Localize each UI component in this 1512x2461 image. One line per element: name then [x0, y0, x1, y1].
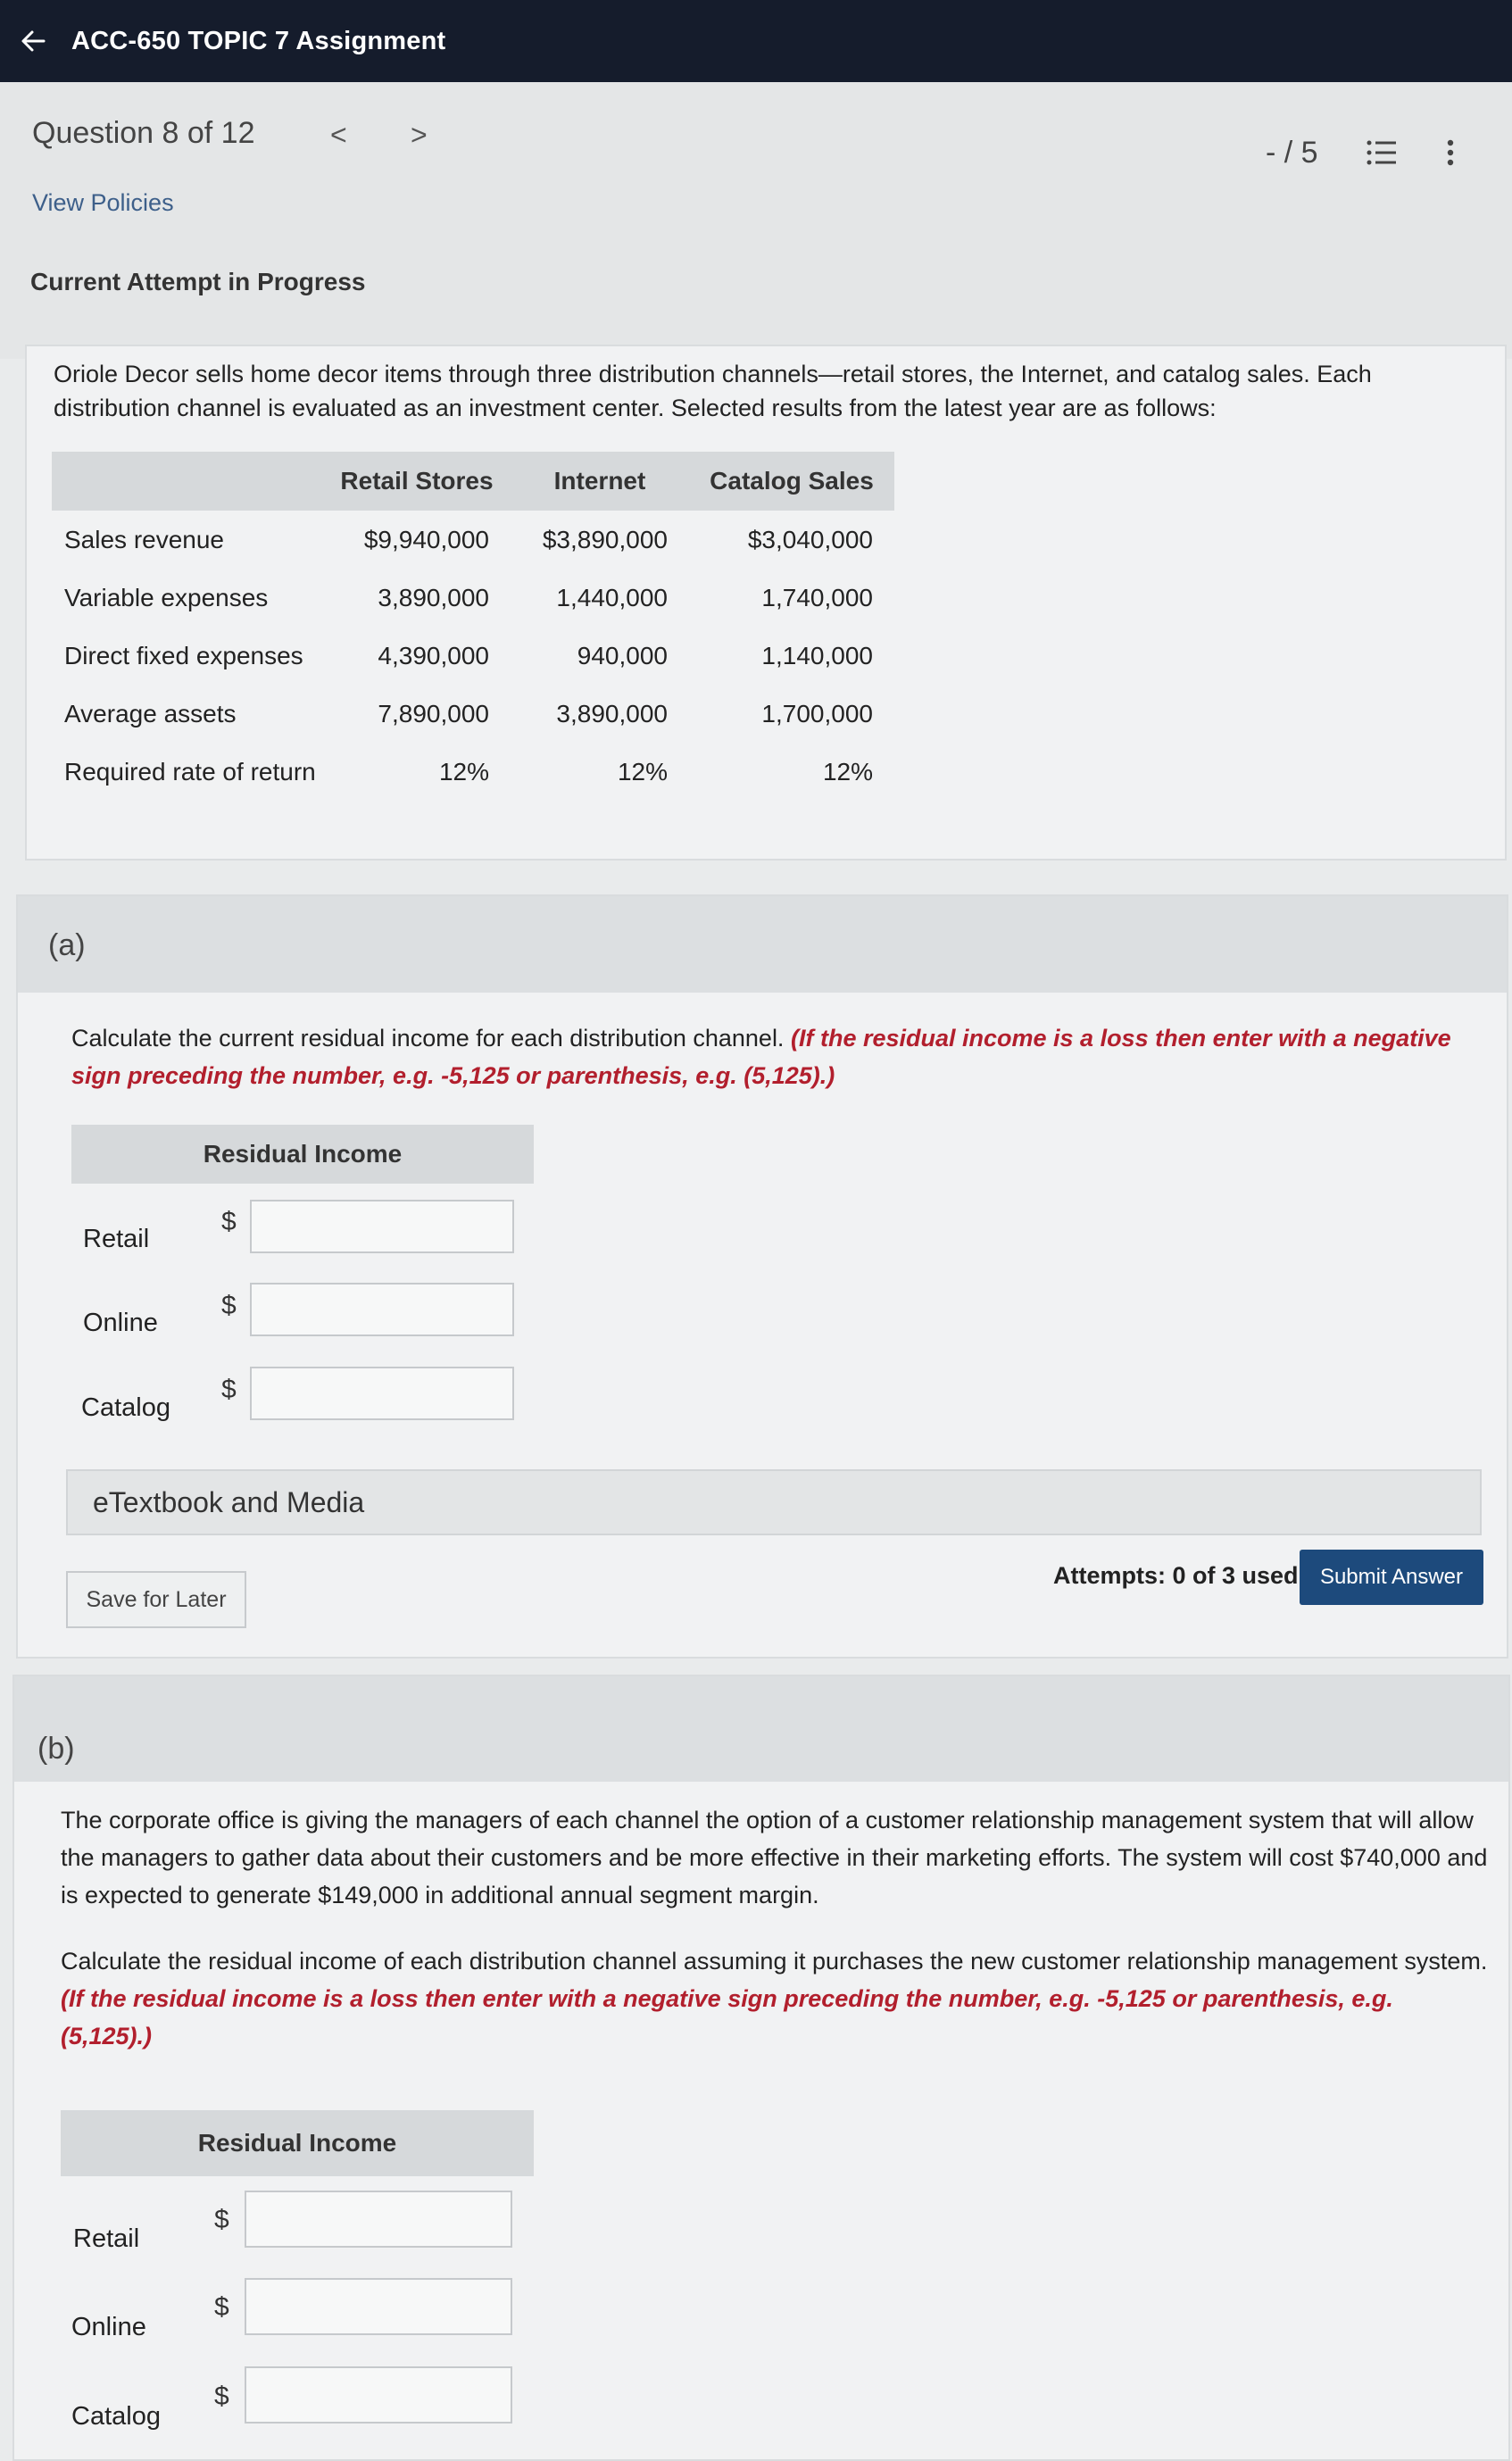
- instruction-text: Calculate the current residual income for each distribution channel.: [71, 1025, 785, 1052]
- currency-symbol: $: [214, 2382, 229, 2411]
- problem-intro: Oriole Decor sells home decor items through three distribution channels—retail stores, the Internet, and catalog sales. Each distribution channel is evaluated as an investment center. Selected results from the latest year are as follows:: [54, 361, 1372, 421]
- more-options-icon[interactable]: [1444, 139, 1457, 170]
- part-b-card: [12, 1675, 1510, 2461]
- table-row: [52, 743, 894, 801]
- table-header-cell: [52, 452, 323, 511]
- table-row: [52, 685, 894, 743]
- table-cell: 1,700,000: [761, 699, 873, 727]
- save-for-later-button[interactable]: Save for Later: [66, 1571, 246, 1628]
- instruction-text: Calculate the residual income of each distribution channel assuming it purchases the new customer relationship management system.: [61, 1948, 1488, 1975]
- table-cell: 3,890,000: [378, 583, 489, 611]
- row-label: Sales revenue: [64, 525, 225, 553]
- retail-label: Retail: [73, 2224, 140, 2253]
- question-counter: Question 8 of 12: [32, 116, 255, 150]
- back-arrow-icon[interactable]: [20, 28, 46, 54]
- online-residual-income-input[interactable]: [245, 2278, 512, 2335]
- negative-hint: (If the residual income is a loss then enter with a negative sign preceding the number, e.g. -5,125 or parenthesis, e.g. (5,125).): [71, 1025, 1451, 1089]
- table-cell: 7,890,000: [378, 699, 489, 727]
- residual-income-header: Residual Income: [71, 1125, 534, 1184]
- table-cell: 3,890,000: [556, 699, 668, 727]
- currency-symbol: $: [221, 1375, 237, 1404]
- question-score: - / 5: [1266, 136, 1318, 170]
- app-header: [0, 0, 1512, 82]
- online-label: Online: [83, 1309, 158, 1337]
- part-a-instruction: [71, 1019, 1482, 1094]
- catalog-label: Catalog: [71, 2402, 161, 2431]
- table-cell: 1,140,000: [761, 641, 873, 669]
- assignment-title: ACC-650 TOPIC 7 Assignment: [71, 26, 446, 55]
- etextbook-media-link[interactable]: eTextbook and Media: [66, 1469, 1482, 1535]
- row-label: Required rate of return: [64, 757, 316, 786]
- part-b-header: [14, 1676, 1508, 1782]
- table-cell: 12%: [617, 757, 668, 786]
- catalog-label: Catalog: [81, 1393, 170, 1422]
- online-residual-income-input[interactable]: [250, 1283, 514, 1336]
- negative-hint: (If the residual income is a loss then enter with a negative sign preceding the number, e.g. -5,125 or parenthesis, e.g. (5,125).): [61, 1985, 1393, 2049]
- attempt-status: Current Attempt in Progress: [30, 268, 366, 295]
- row-label: Variable expenses: [64, 583, 269, 611]
- catalog-residual-income-input[interactable]: [245, 2366, 512, 2424]
- data-table: [52, 452, 894, 801]
- part-b-instruction: [61, 1942, 1489, 2055]
- retail-label: Retail: [83, 1225, 150, 1253]
- retail-residual-income-input[interactable]: [245, 2191, 512, 2248]
- table-cell: 12%: [438, 757, 489, 786]
- table-cell: 12%: [822, 757, 873, 786]
- table-header-cell: Internet: [511, 452, 689, 511]
- attempts-counter: Attempts: 0 of 3 used: [1053, 1562, 1299, 1589]
- prev-question-button[interactable]: <: [330, 119, 347, 151]
- currency-symbol: $: [214, 2292, 229, 2322]
- table-header-cell: Catalog Sales: [689, 452, 894, 511]
- table-header-row: [52, 452, 894, 511]
- part-a-card: [16, 894, 1508, 1659]
- currency-symbol: $: [221, 1207, 237, 1236]
- table-cell: 1,440,000: [556, 583, 668, 611]
- table-cell: $3,890,000: [542, 525, 668, 553]
- submit-answer-button[interactable]: Submit Answer: [1300, 1550, 1483, 1605]
- view-policies-link[interactable]: View Policies: [32, 189, 174, 216]
- retail-residual-income-input[interactable]: [250, 1200, 514, 1253]
- row-label: Direct fixed expenses: [64, 641, 303, 669]
- residual-income-header: Residual Income: [61, 2110, 534, 2176]
- table-cell: $9,940,000: [363, 525, 489, 553]
- next-question-button[interactable]: >: [411, 119, 428, 151]
- row-label: Average assets: [64, 699, 237, 727]
- part-b-scenario: The corporate office is giving the managers of each channel the option of a customer relationship management system that will allow the managers to gather data about their customers and be more effective in their marketing efforts. The system will cost $740,000 and is expected to generate $149,000 in additional annual segment margin.: [61, 1807, 1488, 1908]
- table-cell: 940,000: [577, 641, 668, 669]
- table-cell: 1,740,000: [761, 583, 873, 611]
- part-a-letter: (a): [48, 928, 86, 962]
- part-b-letter: (b): [37, 1732, 75, 1766]
- table-cell: 4,390,000: [378, 641, 489, 669]
- part-a-header: [18, 896, 1507, 993]
- currency-symbol: $: [221, 1291, 237, 1320]
- online-label: Online: [71, 2313, 146, 2341]
- currency-symbol: $: [214, 2205, 229, 2234]
- table-cell: $3,040,000: [747, 525, 873, 553]
- table-header-cell: Retail Stores: [323, 452, 511, 511]
- catalog-residual-income-input[interactable]: [250, 1367, 514, 1420]
- table-row: [52, 627, 894, 685]
- table-row: [52, 511, 894, 569]
- question-list-icon[interactable]: [1366, 139, 1398, 170]
- table-row: [52, 569, 894, 627]
